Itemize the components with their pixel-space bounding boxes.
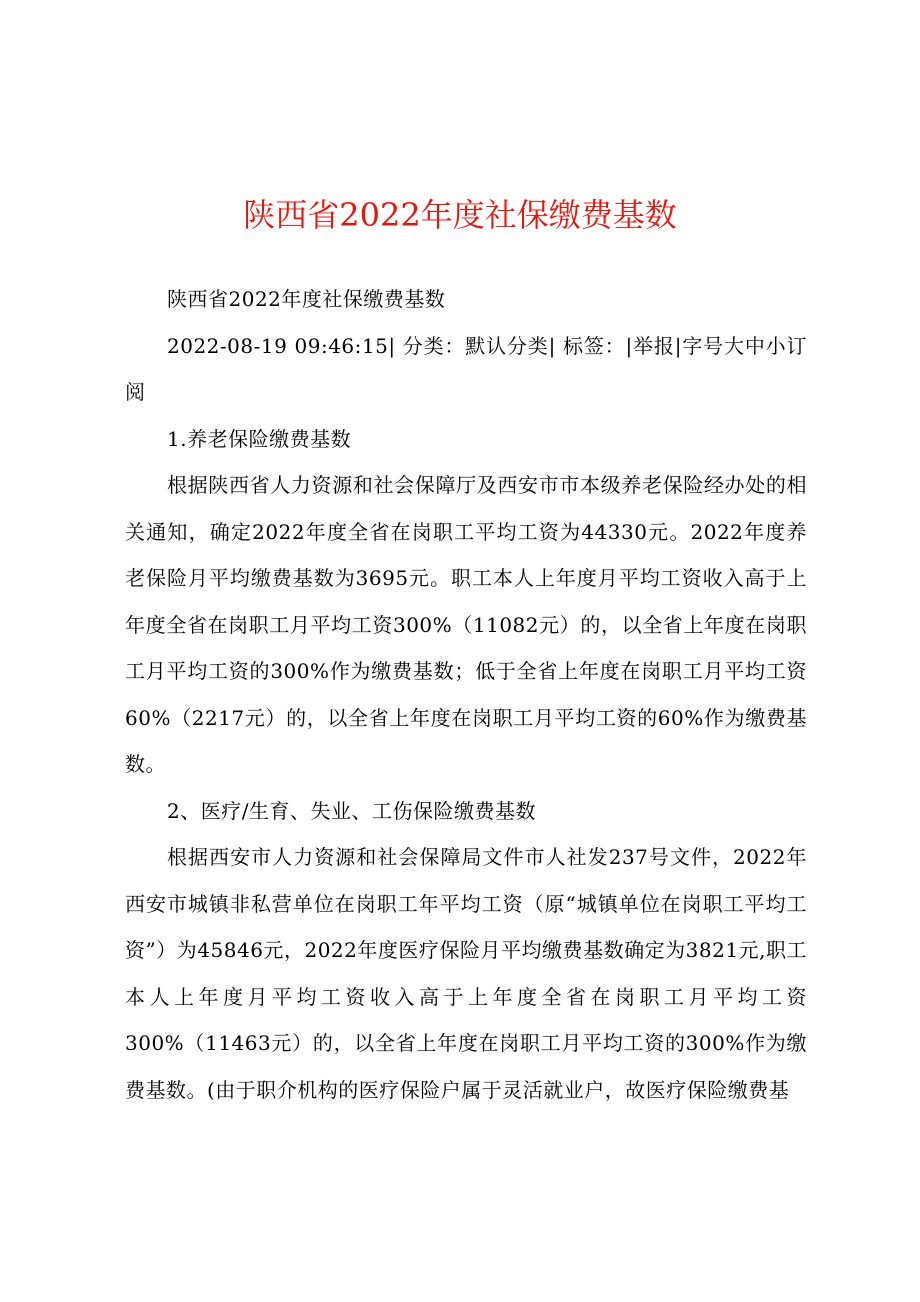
medical-paragraph: 根据西安市人力资源和社会保障局文件市人社发237号文件，2022年西安市城镇非私营单位在岗职工年平均工资（原“城镇单位在岗职工平均工资”）为45846元，2022年度医疗保险月平均缴费基数确定为3821元,职工本人上年度月平均工资收入高于上年度全省在岗职工月平均工资300%（11463元）的，以全省上年度在岗职工月平均工资的300%作为缴费基数。(由于职介机构的医疗保险户属于灵活就业户，故医疗保险缴费基 <box>125 845 807 1102</box>
subtitle-paragraph: 陕西省2022年度社保缴费基数 <box>167 287 446 311</box>
meta-info-paragraph: 2022-08-19 09:46:15| 分类：默认分类| 标签：|举报|字号大中小订阅 <box>125 333 807 404</box>
document-body <box>125 276 807 1113</box>
section-heading-pension: 1.养老保险缴费基数 <box>167 426 352 451</box>
section-heading-medical: 2、医疗/生育、失业、工伤保险缴费基数 <box>167 798 536 823</box>
pension-paragraph: 根据陕西省人力资源和社会保障厅及西安市市本级养老保险经办处的相关通知，确定2022年度全省在岗职工平均工资为44330元。2022年度养老保险月平均缴费基数为3695元。职工本人上年度月平均工资收入高于上年度全省在岗职工月平均工资300%（11082元）的，以全省上年度在岗职工月平均工资的300%作为缴费基数；低于全省上年度在岗职工月平均工资60%（2217元）的，以全省上年度在岗职工月平均工资的60%作为缴费基数。 <box>125 473 807 776</box>
document-title: 陕西省2022年度社保缴费基数 <box>243 196 677 234</box>
